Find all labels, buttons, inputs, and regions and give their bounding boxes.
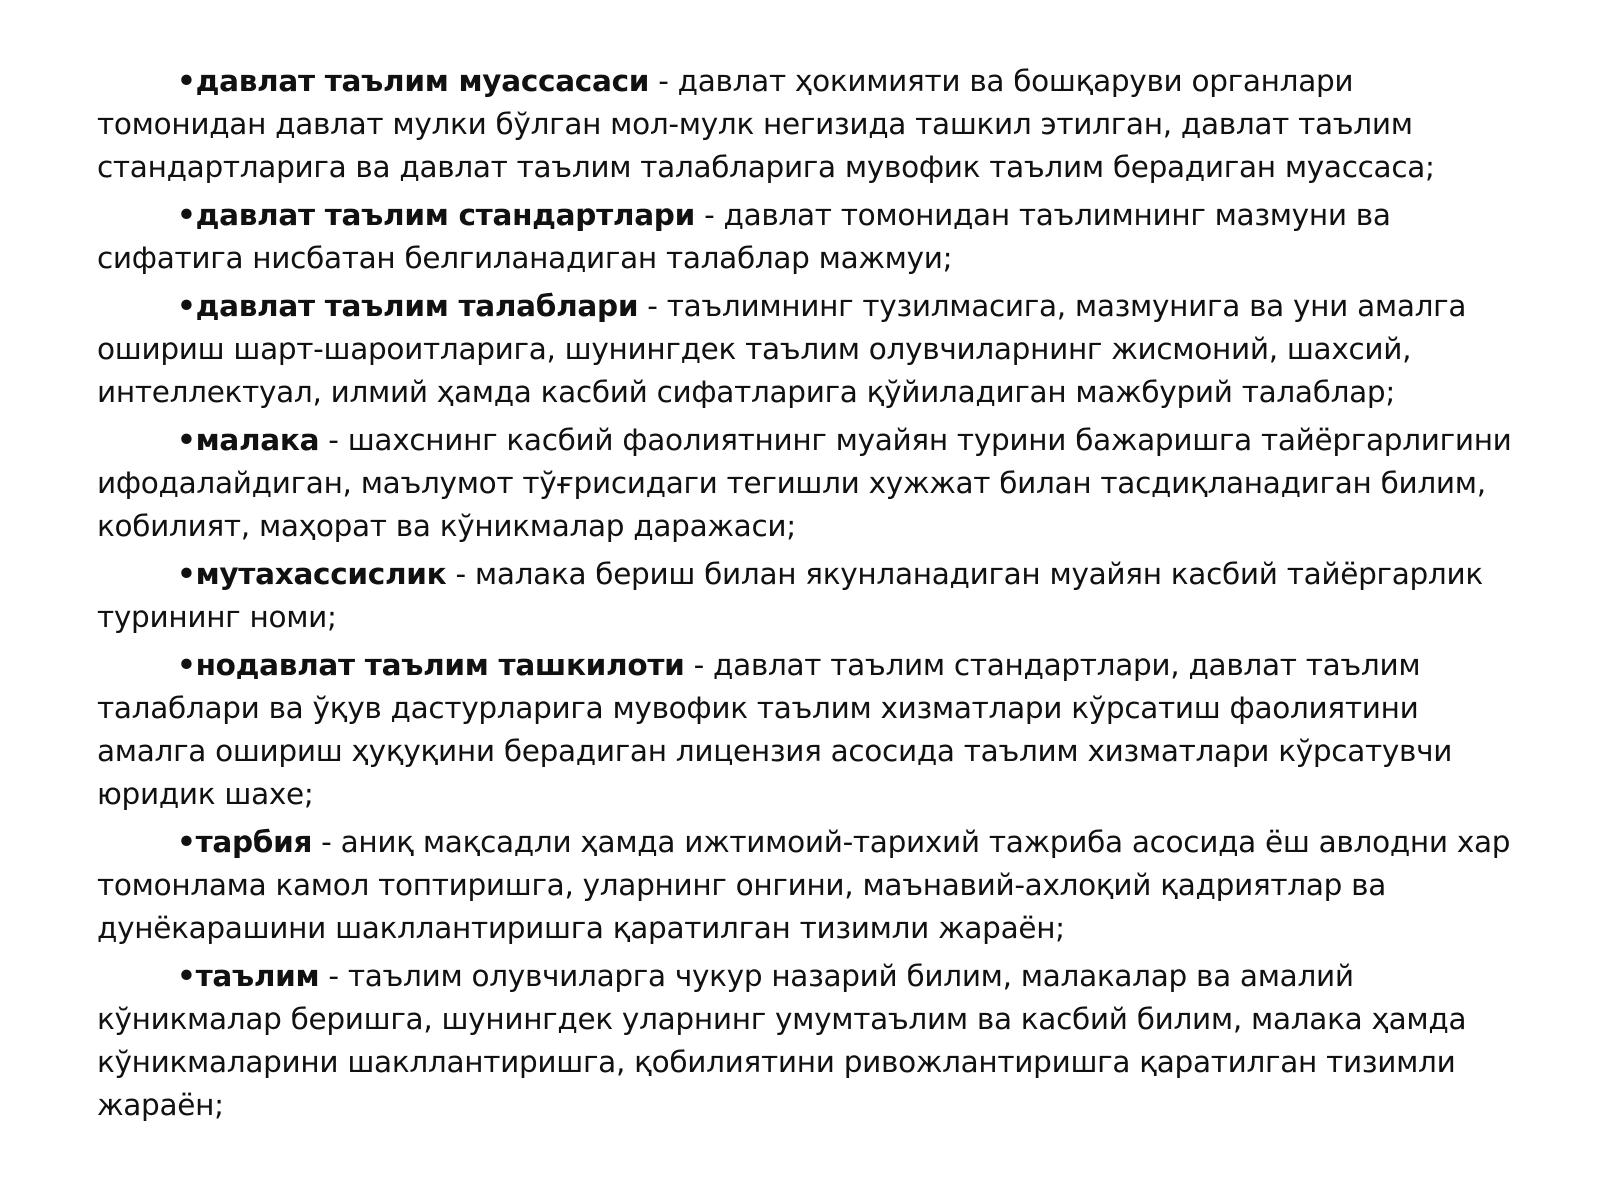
definition-item [97,60,1527,189]
definition-term: давлат таълим муассасаси [195,64,650,98]
separator: - [312,825,341,859]
separator: - [319,423,348,457]
definition-term: малака [195,423,320,457]
definition-term: тарбия [195,825,313,859]
bullet: • [177,825,196,859]
bullet: • [177,959,196,993]
bullet: • [177,648,196,682]
definition-text: давлат томонидан таълимнинг мазмуни ва сифатига нисбатан белгиланадиган талаблар мажмуи; [97,198,1391,275]
definition-text: таълимнинг тузилмасига, мазмунига ва уни амалга ошириш шарт-шароитларига, шунингдек таълим олувчиларнинг жисмоний, шахсий, интеллектуал, илмий ҳамда касбий сифатларига қўйиладиган мажбурий талаблар; [97,289,1467,409]
definition-term: давлат таълим стандартлари [195,198,695,232]
separator: - [319,959,348,993]
definition-term: таълим [195,959,320,993]
definition-text: малака бериш билан якунланадиган муайян касбий тайёргарлик турининг номи; [97,557,1483,634]
definition-item [97,419,1527,548]
bullet: • [177,289,196,323]
definition-term: давлат таълим талаблари [195,289,639,323]
definition-text: давлат таълим стандартлари, давлат таълим талаблари ва ўқув дастурларига мувофик таълим хизматлари кўрсатиш фаолиятини амалга ошириш ҳуқуқини берадиган лицензия асосида таълим хизматлари кўрсатувчи юридик шахе; [97,648,1453,811]
definition-text: шахснинг касбий фаолиятнинг муайян турини бажаришга тайёргарлигини ифодалайдиган, маълумот тўғрисидаги тегишли хужжат билан тасдиқланадиган билим, кобилият, маҳорат ва кўникмалар даражаси; [97,423,1512,543]
definition-item [97,553,1527,639]
definition-item [97,955,1527,1127]
definition-item [97,644,1527,816]
separator: - [684,648,713,682]
definition-term: мутахассислик [195,557,447,591]
definitions-list [97,60,1527,1132]
separator: - [446,557,475,591]
separator: - [695,198,724,232]
definition-text: давлат ҳокимияти ва бошқаруви органлари томонидан давлат мулки бўлган мол-мулк негизида ташкил этилган, давлат таълим стандартларига ва давлат таълим талабларига мувофик таълим берадиган муассаса; [97,64,1435,184]
definition-item [97,194,1527,280]
definition-item [97,285,1527,414]
separator: - [649,64,678,98]
bullet: • [177,64,196,98]
definition-text: аниқ мақсадли ҳамда ижтимоий-тарихий тажриба асосида ёш авлодни хар томонлама камол топтиришга, уларнинг онгини, маънавий-ахлоқий қадриятлар ва дунёкарашини шакллантиришга қаратилган тизимли жараён; [97,825,1511,945]
definition-term: нодавлат таълим ташкилоти [195,648,685,682]
bullet: • [177,423,196,457]
bullet: • [177,557,196,591]
bullet: • [177,198,196,232]
separator: - [638,289,667,323]
definition-item [97,821,1527,950]
definition-text: таълим олувчиларга чукур назарий билим, малакалар ва амалий кўникмалар беришга, шунингдек уларнинг умумтаълим ва касбий билим, малака ҳамда кўникмаларини шакллантиришга, қобилиятини ривожлантиришга қаратилган тизимли жараён; [97,959,1467,1122]
